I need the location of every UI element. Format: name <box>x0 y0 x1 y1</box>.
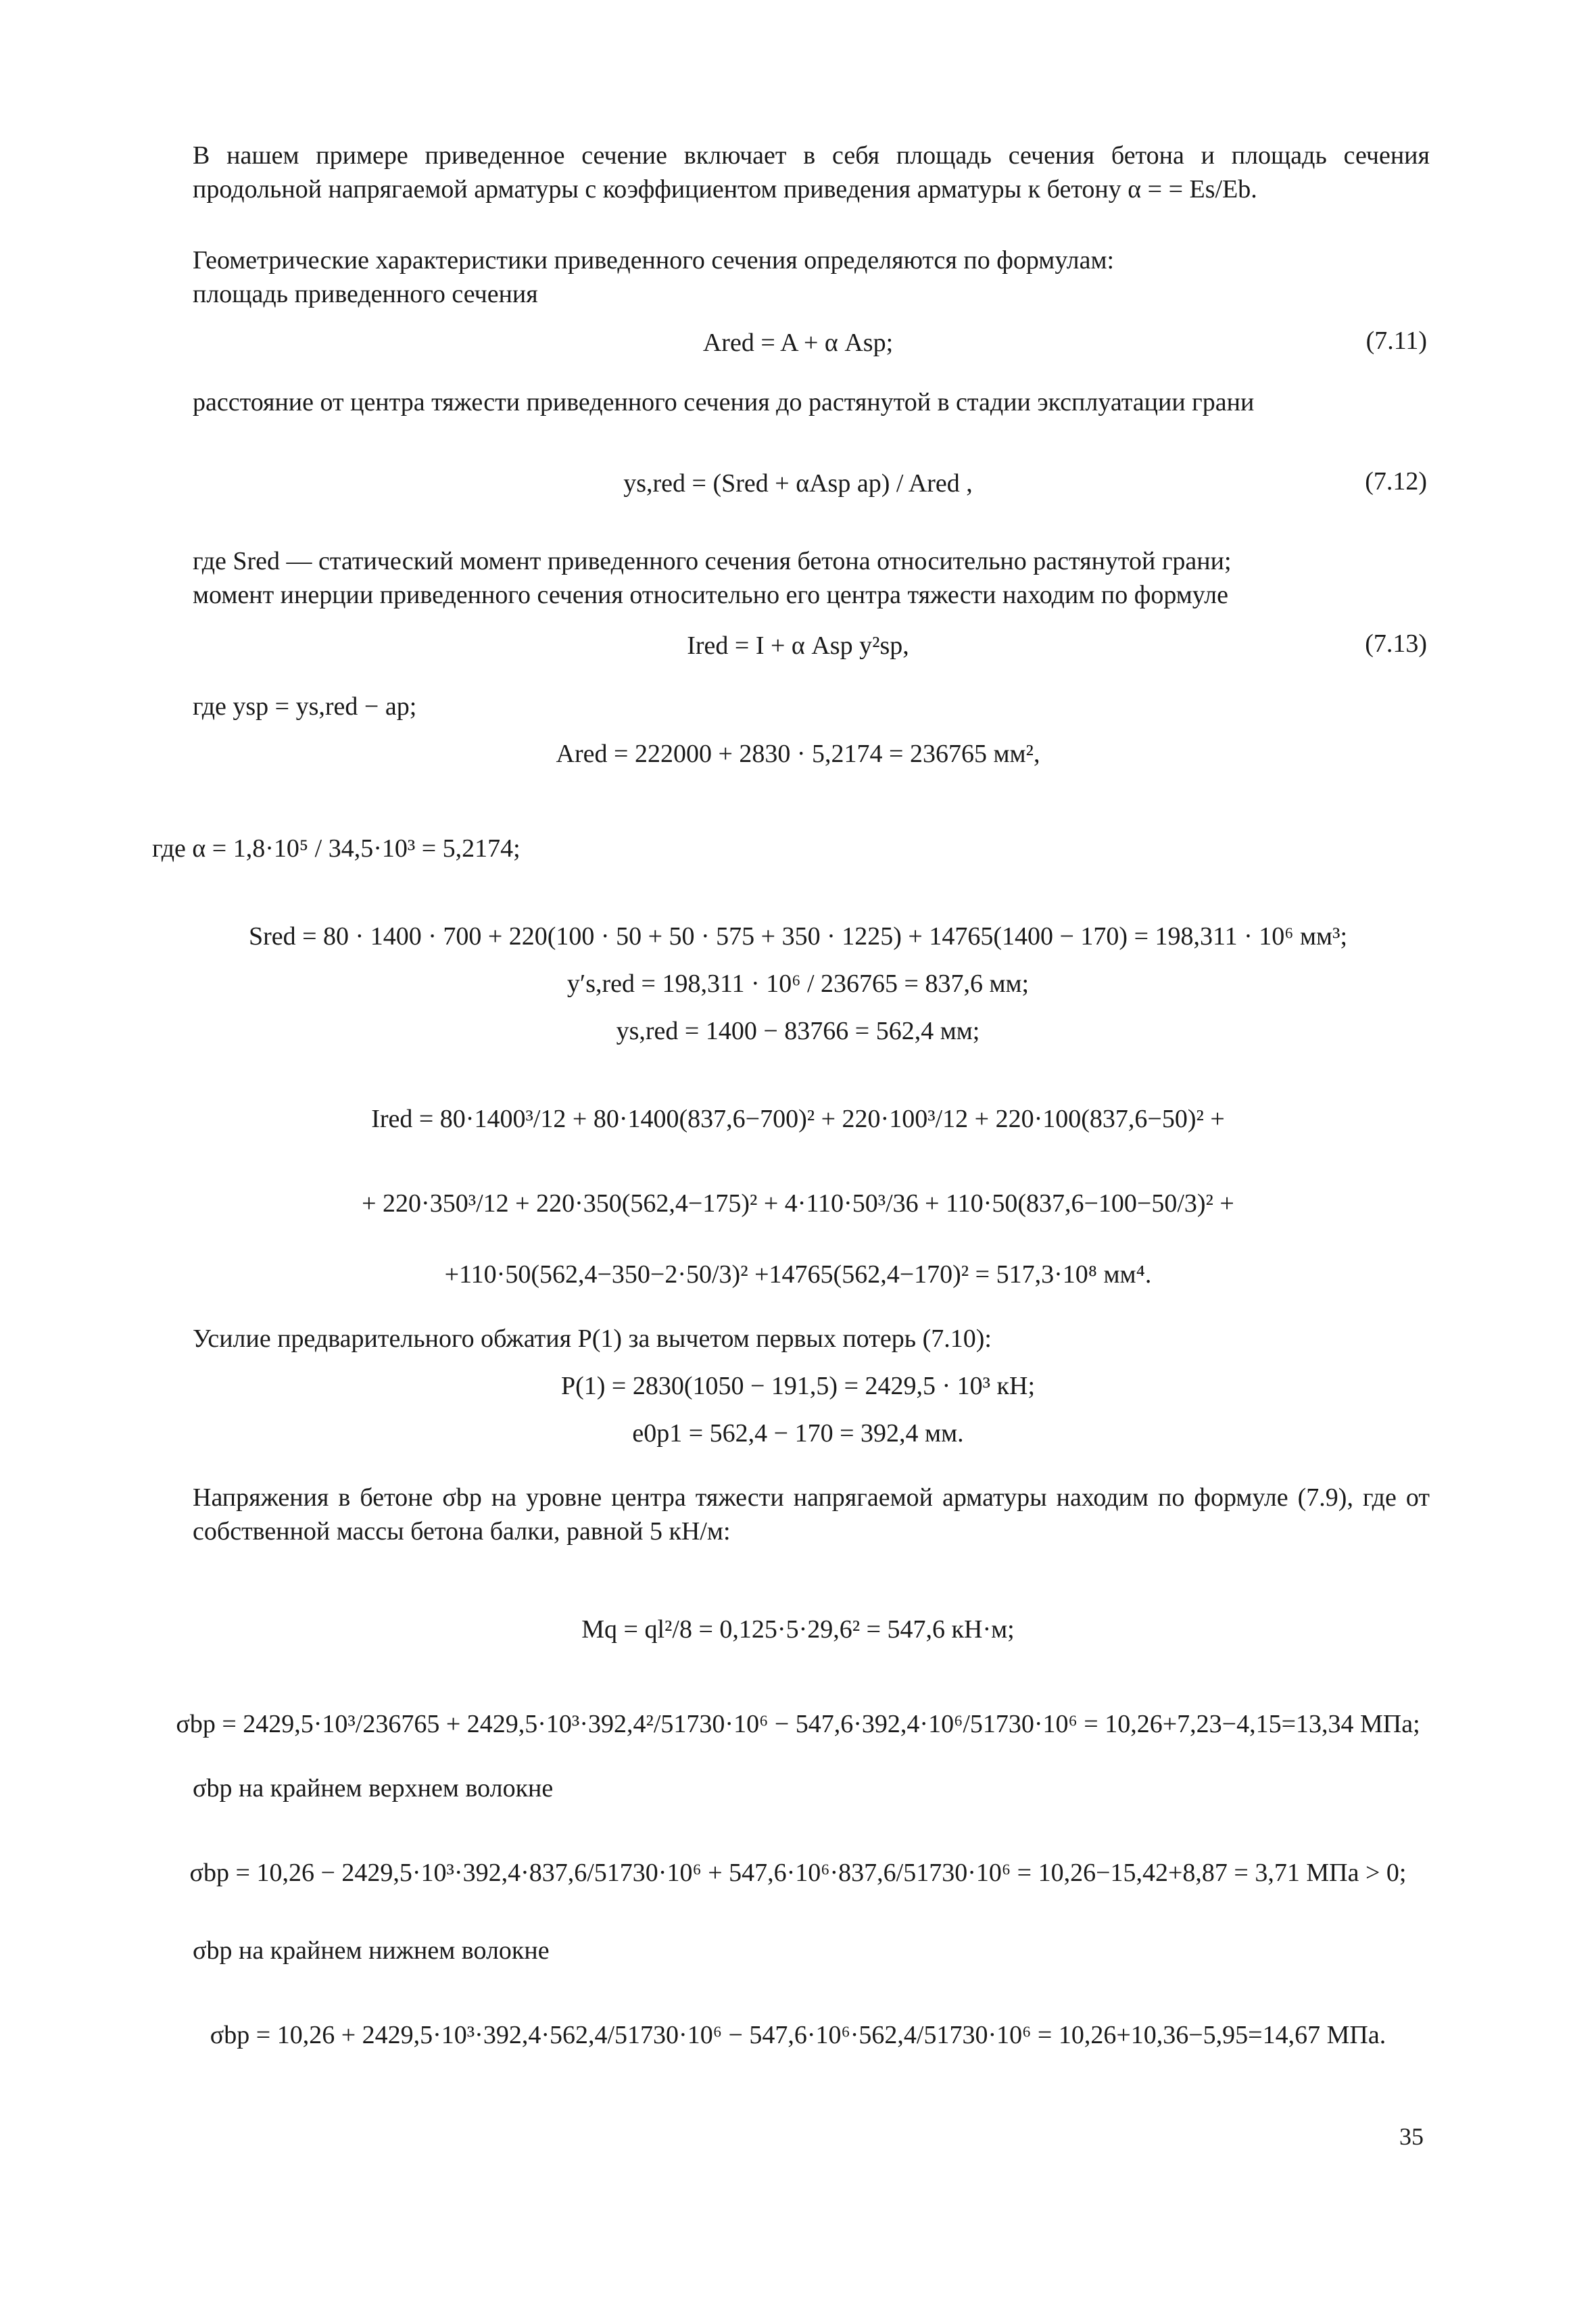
equation-7-13: Ired = I + α Asp y²sp, <box>687 631 909 660</box>
equation-e0p1: e0p1 = 562,4 − 170 = 392,4 мм. <box>632 1419 964 1448</box>
equation-mq: Mq = ql²/8 = 0,125·5·29,6² = 547,6 кН·м; <box>581 1615 1015 1644</box>
paragraph-top-fiber: σbp на крайнем верхнем волокне <box>193 1774 554 1803</box>
equation-sigma-bp-top: σbp = 10,26 − 2429,5·10³·392,4·837,6/51730·10⁶ + 547,6·10⁶·837,6/51730·10⁶ = 10,26−15,42+8,87 = 3,71 МПа > 0; <box>189 1859 1407 1887</box>
paragraph-stress: Напряжения в бетоне σbp на уровне центра тяжести напрягаемой арматуры находим по формуле (7.9), где от собственной массы бетона балки, равной 5 кН/м: <box>193 1483 1430 1546</box>
paragraph-effort: Усилие предварительного обжатия P(1) за вычетом первых потерь (7.10): <box>193 1324 992 1353</box>
equation-ired-line-2: + 220·350³/12 + 220·350(562,4−175)² + 4·110·50³/36 + 110·50(837,6−100−50/3)² + <box>362 1189 1234 1218</box>
paragraph-area-label: площадь приведенного сечения <box>193 280 538 308</box>
paragraph-inertia-label: момент инерции приведенного сечения относительно его центра тяжести находим по формуле <box>193 581 1228 609</box>
paragraph-ysp-definition: где ysp = ys,red − ap; <box>193 692 417 721</box>
paragraph-sred-definition: где Sred — статический момент приведенного сечения бетона относительно растянутой грани; <box>193 547 1232 575</box>
equation-ired-line-3: +110·50(562,4−350−2·50/3)² +14765(562,4−170)² = 517,3·10⁸ мм⁴. <box>444 1260 1152 1289</box>
equation-sigma-bp-bottom: σbp = 10,26 + 2429,5·10³·392,4·562,4/51730·10⁶ − 547,6·10⁶·562,4/51730·10⁶ = 10,26+10,36−5,95=14,67 МПа. <box>210 2021 1386 2049</box>
paragraph-geometry: Геометрические характеристики приведенного сечения определяются по формулам: <box>193 246 1115 275</box>
equation-7-11: Ared = A + α Asp; <box>702 329 894 357</box>
paragraph-bottom-fiber: σbp на крайнем нижнем волокне <box>193 1936 550 1965</box>
equation-number-7-12: (7.12) <box>1365 467 1427 496</box>
equation-alpha: где α = 1,8·10⁵ / 34,5·10³ = 5,2174; <box>152 834 521 863</box>
equation-sigma-bp: σbp = 2429,5·10³/236765 + 2429,5·10³·392,4²/51730·10⁶ − 547,6·392,4·10⁶/51730·10⁶ = 10,26+7,23−4,15=13,34 МПа; <box>176 1710 1420 1738</box>
page-number: 35 <box>1399 2123 1424 2150</box>
equation-ys-prime: y′s,red = 198,311 · 10⁶ / 236765 = 837,6 мм; <box>566 970 1030 998</box>
equation-p1: P(1) = 2830(1050 − 191,5) = 2429,5 · 10³ кН; <box>560 1372 1036 1400</box>
equation-number-7-11: (7.11) <box>1365 327 1427 355</box>
equation-ys: ys,red = 1400 − 83766 = 562,4 мм; <box>616 1017 980 1045</box>
paragraph-intro: В нашем примере приведенное сечение включает в себя площадь сечения бетона и площадь сечения продольной напрягаемой арматуры с коэффициентом приведения арматуры к бетону α = = Es/Eb. <box>193 141 1430 204</box>
equation-sred: Sred = 80 · 1400 · 700 + 220(100 · 50 + 50 · 575 + 350 · 1225) + 14765(1400 − 170) = 198,311 · 10⁶ мм³; <box>248 922 1348 951</box>
equation-ared: Ared = 222000 + 2830 · 5,2174 = 236765 мм², <box>556 740 1040 768</box>
equation-ired-line-1: Ired = 80·1400³/12 + 80·1400(837,6−700)² + 220·100³/12 + 220·100(837,6−50)² + <box>371 1105 1225 1133</box>
equation-number-7-13: (7.13) <box>1365 629 1427 658</box>
paragraph-distance-label: расстояние от центра тяжести приведенного сечения до растянутой в стадии эксплуатации грани <box>193 388 1255 416</box>
equation-7-12: ys,red = (Sred + αAsp ap) / Ared , <box>623 469 973 498</box>
